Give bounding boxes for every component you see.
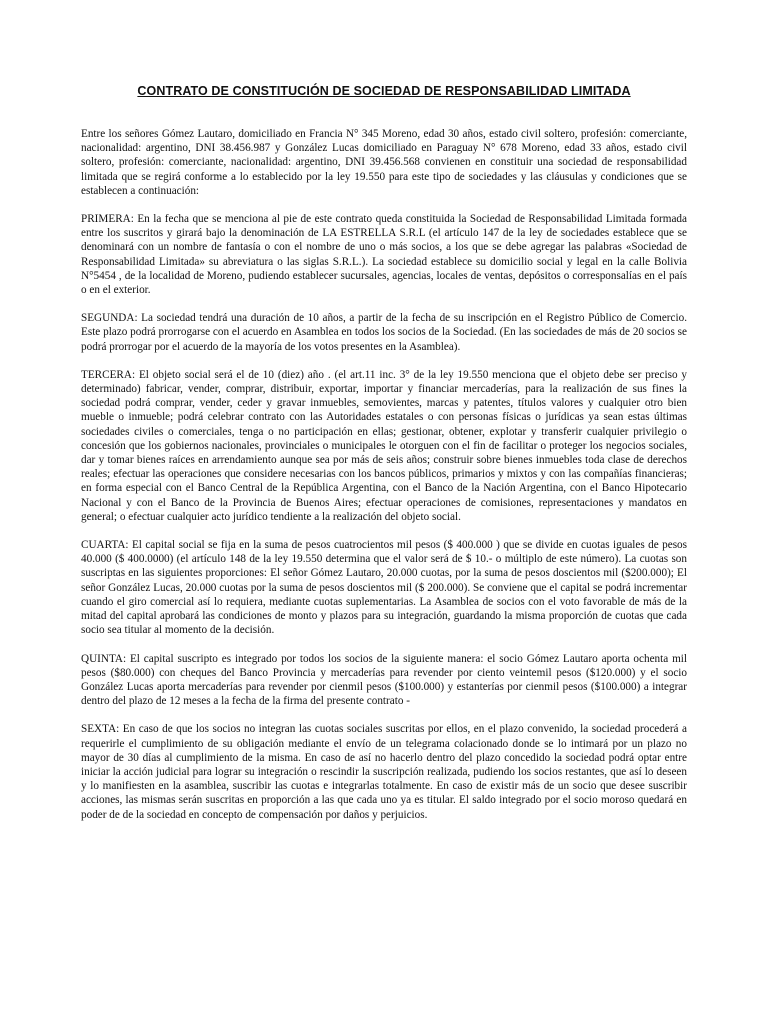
paragraph-segunda: SEGUNDA: La sociedad tendrá una duración de 10 años, a partir de la fecha de su inscripción en el Registro Público de Comercio. Este plazo podrá prorrogarse con el acuerdo en Asamblea en todos los socios de la Sociedad. (En las sociedades de más de 20 socios se podrá prorrogar por el acuerdo de la mayoría de los votos presentes en la Asamblea). bbox=[81, 312, 687, 353]
document-body bbox=[81, 127, 687, 836]
paragraph-primera: PRIMERA: En la fecha que se menciona al pie de este contrato queda constituida la Sociedad de Responsabilidad Limitada formada entre los suscritos y girará bajo la denominación de LA ESTRELLA S.R.L (el artículo 147 de la ley de sociedades establece que se denominará con un nombre de fantasía o con el nombre de uno o más socios, a los que se debe agregar las palabras «Sociedad de Responsabilidad Limitada» su abreviatura o las siglas S.R.L.). La sociedad establece su domicilio social y legal en la calle Bolivia N°5454 , de la localidad de Moreno, pudiendo establecer sucursales, agencias, locales de ventas, depósitos o corresponsalías en el país o en el exterior. bbox=[81, 213, 687, 297]
paragraph-cuarta: CUARTA: El capital social se fija en la suma de pesos cuatrocientos mil pesos ($ 400.000 ) que se divide en cuotas iguales de pesos 40.000 ($ 400.0000) (el artículo 148 de la ley 19.550 determina que el valor será de $ 10.- o múltiplo de este número). La cuotas son suscriptas en las siguientes proporciones: El señor Gómez Lautaro, 20.000 cuotas, por la suma de pesos doscientos mil ($200.000); El señor González Lucas, 20.000 cuotas por la suma de pesos doscientos mil ($ 200.000). Se conviene que el capital se podrá incrementar cuando el giro comercial así lo requiera, mediante cuotas suplementarias. La Asamblea de socios con el voto favorable de más de la mitad del capital aprobará las condiciones de monto y plazos para su integración, guardando la misma proporción de cuotas que cada socio sea titular al momento de la decisión. bbox=[81, 539, 687, 637]
paragraph-tercera: TERCERA: El objeto social será el de 10 (diez) año . (el art.11 inc. 3° de la ley 19.550 menciona que el objeto debe ser preciso y determinado) fabricar, vender, comprar, distribuir, exportar, importar y financiar mercaderías, para la realización de sus fines la sociedad podrá comprar, vender, ceder y gravar inmuebles, semovientes, marcas y patentes, títulos valores y cualquier otro bien mueble o inmueble; podrá celebrar contrato con las Autoridades estatales o con personas físicas o jurídicas ya sean estas últimas sociedades civiles o comerciales, tenga o no participación en ellas; gestionar, obtener, explotar y transferir cualquier privilegio o concesión que los gobiernos nacionales, provinciales o municipales le otorguen con el fin de facilitar o proteger los negocios sociales, dar y tomar bienes raíces en arrendamiento aunque sea por más de seis años; construir sobre bienes inmuebles toda clase de derechos reales; efectuar las operaciones que considere necesarias con los bancos públicos, primarios y mixtos y con las compañías financieras; en forma especial con el Banco Central de la República Argentina, con el Banco de la Nación Argentina, con el Banco Hipotecario Nacional y con el Banco de la Provincia de Buenos Aires; efectuar operaciones de comisiones, representaciones y mandatos en general; o efectuar cualquier acto jurídico tendiente a la realización del objeto social. bbox=[81, 368, 687, 523]
paragraph-quinta: QUINTA: El capital suscripto es integrado por todos los socios de la siguiente manera: el socio Gómez Lautaro aporta ochenta mil pesos ($80.000) con cheques del Banco Provincia y mercaderías para revender por ciento veintemil pesos ($120.000) y el socio González Lucas aporta mercaderías para revender por cienmil pesos ($100.000) y estanterías por cienmil pesos ($100.000) a integrar dentro del plazo de 12 meses a la fecha de la firma del presente contrato - bbox=[81, 652, 687, 708]
paragraph-intro: Entre los señores Gómez Lautaro, domiciliado en Francia N° 345 Moreno, edad 30 años, estado civil soltero, profesión: comerciante, nacionalidad: argentino, DNI 38.456.987 y González Lucas domiciliado en Paraguay N° 678 Moreno, edad 33 años, estado civil soltero, profesión: comerciante, nacionalidad: argentino, DNI 39.456.568 convienen en constituir una sociedad de responsabilidad limitada que se regirá conforme a lo establecido por la ley 19.550 para este tipo de sociedades y las cláusulas y condiciones que se establecen a continuación: bbox=[81, 128, 687, 197]
document-title: CONTRATO DE CONSTITUCIÓN DE SOCIEDAD DE RESPONSABILIDAD LIMITADA bbox=[137, 84, 631, 98]
paragraph-sexta: SEXTA: En caso de que los socios no integran las cuotas sociales suscritas por ellos, en el plazo convenido, la sociedad procederá a requerirle el cumplimiento de su obligación mediante el envío de un telegrama colacionado donde se lo intimará por un plazo no mayor de 30 días al cumplimiento de la misma. En caso de así no hacerlo dentro del plazo concedido la sociedad podrá optar entre iniciar la acción judicial para lograr su integración o rescindir la suscripción realizada, pudiendo los socios restantes, que así lo deseen y lo manifiesten en la asamblea, suscribir las cuotas e integrarlas totalmente. En caso de existir más de un socio que desee suscribir acciones, las mismas serán suscritas en proporción a las que cada uno ya es titular. El saldo integrado por el socio moroso quedará en poder de de la sociedad en concepto de compensación por daños y perjuicios. bbox=[81, 723, 687, 821]
